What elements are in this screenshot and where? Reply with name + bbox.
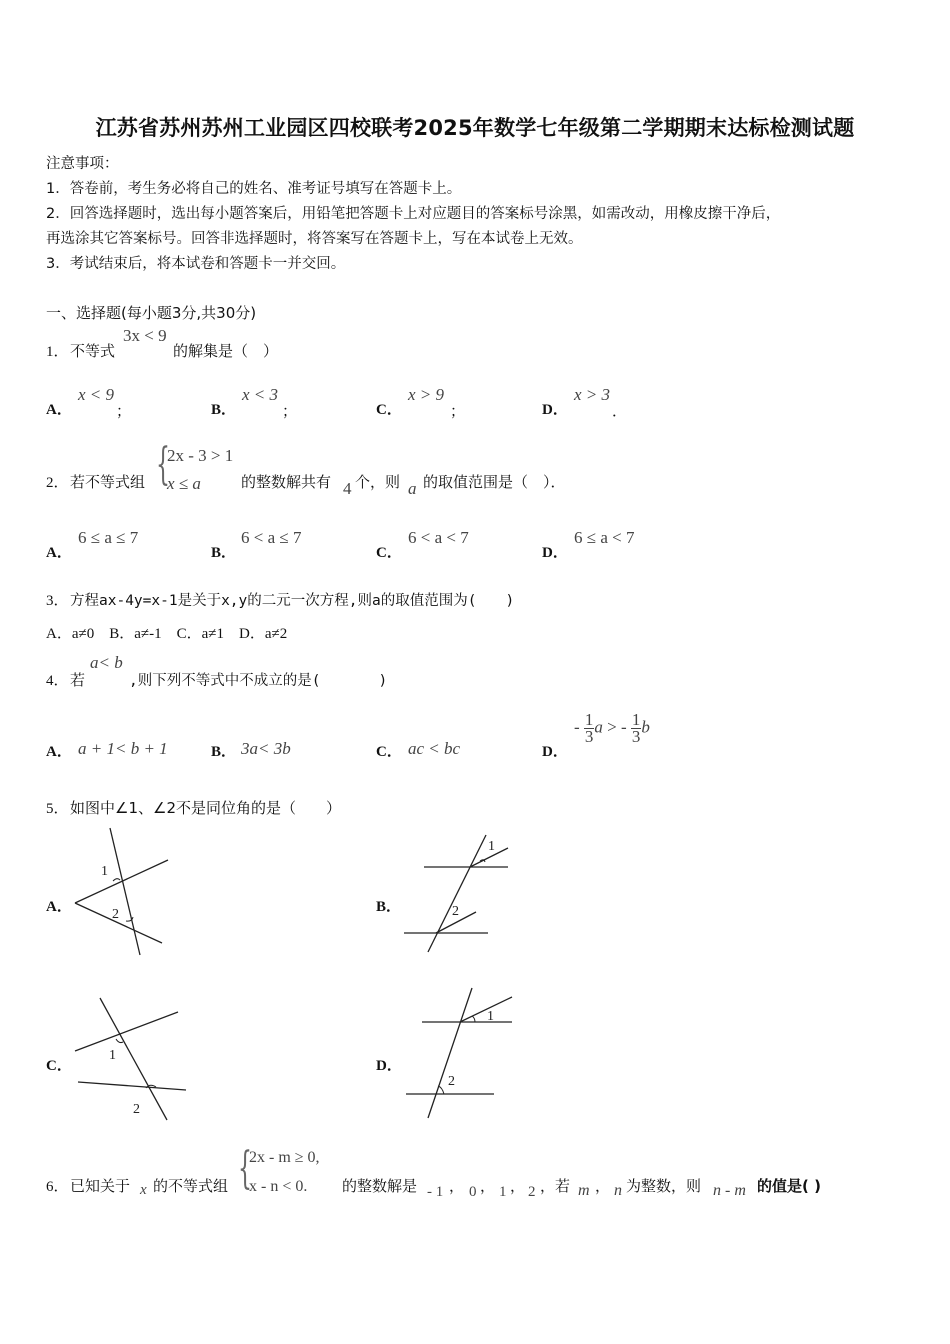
q1-option-c-sep: ； [450, 402, 466, 420]
q6-comma-1: ， [449, 1177, 465, 1195]
fig-b-angle-1: 1 [488, 839, 495, 854]
q4-d-minus: - [574, 717, 580, 737]
q2-number: 2． [46, 475, 69, 491]
fig-c-angle-2: 2 [133, 1102, 140, 1117]
q1-option-c-label: C． [376, 402, 402, 418]
q6-solution-4: 2 [528, 1184, 536, 1200]
q2-system-line2: x ≤ a [167, 474, 201, 493]
q1-pre: 不等式 [70, 342, 116, 360]
q4-option-c-label: C． [376, 744, 402, 760]
q5-option-c-label: C． [46, 1058, 72, 1074]
fig-a-angle-1: 1 [101, 864, 108, 879]
q1-option-b-label: B． [211, 402, 237, 418]
q2-option-c-label: C． [376, 545, 402, 561]
q1-option-a-sep: ； [116, 402, 132, 420]
fig-d-angle-2: 2 [448, 1074, 455, 1089]
q4-option-a: a + 1< b + 1 [78, 739, 168, 758]
q2-option-b: 6 < a ≤ 7 [241, 528, 302, 547]
page-title: 江苏省苏州苏州工业园区四校联考2025年数学七年级第二学期期末达标检测试题 [95, 116, 855, 140]
q3-answers: A．a≠0 B．a≠-1 C．a≠1 D．a≠2 [46, 626, 288, 642]
q6-system-line2: x - n < 0. [249, 1178, 308, 1195]
q5-option-b-label: B． [376, 899, 402, 915]
notice-item-1: 1．答卷前，考生务必将自己的姓名、准考证号填写在答题卡上。 [46, 181, 462, 197]
q6-var-m: m [578, 1182, 590, 1199]
q1-option-d-label: D． [542, 402, 568, 418]
q2-option-d: 6 ≤ a < 7 [574, 528, 635, 547]
q5-figure-b [400, 830, 515, 955]
notice-item-2-cont: 再选涂其它答案标号。回答非选择题时，将答案写在答题卡上，写在本试卷上无效。 [46, 231, 583, 247]
q2-mid: 的整数解共有 [241, 473, 332, 491]
q2-var-a: a [408, 479, 417, 498]
q6-if: ，若 [540, 1177, 571, 1195]
q2-mid2: 个，则 [355, 473, 401, 491]
q4-pre: 若 [70, 671, 86, 689]
q4-d-fraction-2: $\frac{1}{3}$ [631, 710, 641, 746]
q3-number: 3． [46, 593, 69, 609]
q4-d-var2: b [641, 717, 650, 737]
q1-post: 的解集是（ ） [173, 342, 279, 360]
q2-count: 4 [343, 479, 352, 498]
q4-option-d [574, 712, 650, 745]
q2-option-b-label: B． [211, 545, 237, 561]
q4-option-c: ac < bc [408, 739, 461, 758]
q6-mid2: 的整数解是 [342, 1177, 418, 1195]
q5-figure-a [70, 825, 180, 960]
q6-number: 6． [46, 1179, 69, 1195]
q4-d-op: > - [607, 717, 627, 737]
q6-solution-3: 1 [499, 1184, 507, 1200]
q1-option-b: x < 3 [242, 385, 279, 404]
q4-d-var1: a [594, 717, 603, 737]
q1-option-b-sep: ； [282, 402, 298, 420]
fig-c-angle-1: 1 [109, 1048, 116, 1063]
notice-heading: 注意事项： [46, 156, 119, 172]
q2-system-line1: 2x - 3 > 1 [167, 446, 234, 465]
q4-d-fraction-1: $\frac{1}{3}$ [584, 710, 594, 746]
q1-option-d: x > 3 [574, 385, 611, 404]
q6-expression: n - m [713, 1182, 746, 1199]
q4-number: 4． [46, 673, 69, 689]
q1-option-c: x > 9 [408, 385, 445, 404]
q6-solution-2: 0 [469, 1184, 477, 1200]
q6-var-x: x [140, 1182, 147, 1198]
q6-comma-3: ， [510, 1177, 526, 1195]
fig-a-angle-2: 2 [112, 907, 119, 922]
q4-option-d-label: D． [542, 744, 568, 760]
q4-option-b: 3a< 3b [241, 739, 291, 758]
q5-number: 5． [46, 801, 69, 817]
q4-option-b-label: B． [211, 744, 237, 760]
q6-system-line1: 2x - m ≥ 0, [249, 1149, 320, 1166]
q1-option-a: x < 9 [78, 385, 115, 404]
q2-brace: { [156, 439, 170, 490]
q5-text: 如图中∠1、∠2不是同位角的是（ ） [70, 799, 341, 817]
q6-brace: { [238, 1143, 252, 1194]
q6-comma-2: ， [480, 1177, 496, 1195]
q1-option-a-label: A． [46, 402, 72, 418]
q3-text: 方程ax-4y=x-1是关于x,y的二元一次方程,则a的取值范围为( ) [70, 593, 515, 609]
q5-figure-c [70, 995, 195, 1125]
q5-figure-d [400, 985, 520, 1120]
section-heading: 一、选择题(每小题3分,共30分) [46, 304, 257, 322]
q2-option-a-label: A． [46, 545, 72, 561]
q6-mid: 的不等式组 [153, 1177, 229, 1195]
fig-d-angle-1: 1 [487, 1009, 494, 1024]
q6-var-n: n [614, 1182, 622, 1199]
q4-post: ,则下列不等式中不成立的是( ) [129, 673, 388, 689]
fig-b-angle-2: 2 [452, 904, 459, 919]
q1-option-d-sep: ． [612, 402, 628, 420]
q4-condition: a< b [90, 653, 123, 672]
q4-option-a-label: A． [46, 744, 72, 760]
q5-option-a-label: A． [46, 899, 72, 915]
q6-solution-1: - 1 [427, 1184, 444, 1200]
q6-post: 的值是( ) [757, 1177, 821, 1195]
q6-mid3: 为整数，则 [626, 1177, 702, 1195]
q6-pre: 已知关于 [70, 1177, 131, 1195]
notice-item-3: 3．考试结束后，将本试卷和答题卡一并交回。 [46, 256, 346, 272]
q6-comma-4: ， [595, 1177, 611, 1195]
notice-item-2: 2．回答选择题时，选出每小题答案后，用铅笔把答题卡上对应题目的答案标号涂黑，如需改动，用橡皮擦干净后， [46, 206, 781, 222]
q2-pre: 若不等式组 [70, 473, 146, 491]
q2-post: 的取值范围是（ ）． [423, 473, 566, 491]
q2-option-d-label: D． [542, 545, 568, 561]
q2-option-a: 6 ≤ a ≤ 7 [78, 528, 139, 547]
q2-option-c: 6 < a < 7 [408, 528, 469, 547]
q1-expression: 3x < 9 [123, 326, 167, 345]
q5-option-d-label: D． [376, 1058, 402, 1074]
q1-number: 1． [46, 344, 69, 360]
